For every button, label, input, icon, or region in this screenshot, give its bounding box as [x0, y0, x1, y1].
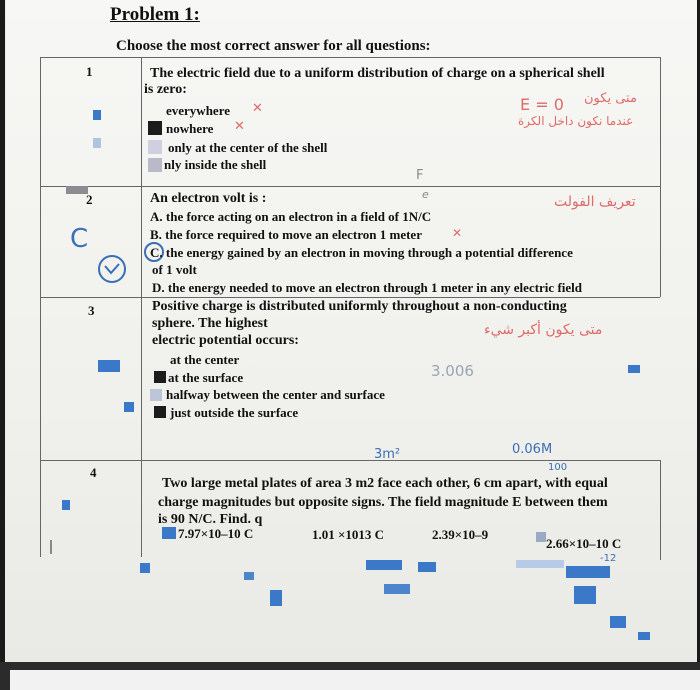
- cross-mark-icon: ✕: [252, 101, 263, 116]
- option-b[interactable]: nowhere: [166, 121, 214, 136]
- option-c[interactable]: C. the energy gained by an electron in moving through a potential difference: [150, 245, 573, 260]
- pixelated-mark: [66, 186, 88, 194]
- table-left-border: [40, 57, 41, 557]
- pixelated-mark: [516, 560, 564, 568]
- table-right-border-lower: [660, 460, 661, 560]
- handwritten-note: C: [70, 224, 89, 254]
- question-text: is zero:: [144, 82, 187, 97]
- answer-mark-blot: [148, 140, 162, 154]
- handwritten-note: عندما نكون داخل الكرة: [518, 114, 634, 128]
- table-right-border: [660, 57, 661, 297]
- option-c[interactable]: 2.39×10–9: [432, 527, 489, 542]
- question-text: charge magnitudes but opposite signs. The field magnitude E between them: [158, 495, 608, 510]
- pixelated-mark: [98, 360, 120, 372]
- handwritten-note: 3.006: [431, 362, 474, 380]
- question-text: sphere. The highest: [152, 316, 268, 331]
- handwritten-note: 3m²: [374, 447, 401, 462]
- handwritten-note: تعريف الفولت: [554, 194, 636, 210]
- cross-mark-icon: ✕: [452, 226, 463, 240]
- option-a[interactable]: A. the force acting on an electron in a field of 1N/C: [150, 209, 432, 224]
- answer-mark-blot: [536, 532, 546, 542]
- question-number: 2: [86, 192, 93, 207]
- pixelated-mark: [124, 402, 134, 412]
- option-d[interactable]: just outside the surface: [170, 405, 299, 420]
- option-a[interactable]: at the center: [170, 352, 240, 367]
- option-c[interactable]: only at the center of the shell: [168, 140, 328, 155]
- option-b[interactable]: 1.01 ×1013 C: [312, 527, 385, 542]
- pixelated-mark: [384, 584, 410, 594]
- pixelated-mark: [628, 365, 640, 373]
- answer-mark-blot: [154, 406, 166, 418]
- option-d[interactable]: nly inside the shell: [164, 157, 267, 172]
- handwritten-note: 0.06M: [512, 442, 553, 457]
- table-column-divider: [141, 57, 142, 557]
- question-text: electric potential occurs:: [152, 333, 299, 348]
- question-text: Two large metal plates of area 3 m2 face each other, 6 cm apart, with equal: [162, 476, 608, 491]
- handwritten-note: 100: [548, 462, 568, 473]
- pixelated-mark: [62, 500, 70, 510]
- pixelated-mark: [140, 563, 150, 573]
- option-a[interactable]: 7.97×10–10 C: [178, 526, 254, 541]
- table-top-border: [40, 57, 660, 58]
- pixelated-mark: [418, 562, 436, 572]
- question-text: Positive charge is distributed uniformly throughout a non-conducting: [152, 299, 567, 314]
- row-divider-1: [40, 186, 660, 187]
- answer-mark-blot: [148, 158, 162, 172]
- pixelated-mark: [50, 540, 52, 554]
- option-a[interactable]: everywhere: [166, 103, 231, 118]
- answer-mark-blot: [148, 121, 162, 135]
- handwritten-note: متى يكون أكبر شيء: [484, 322, 603, 338]
- question-number: 4: [90, 465, 97, 480]
- pixelated-mark: [93, 110, 101, 120]
- pixelated-mark: [574, 586, 596, 604]
- question-text: An electron volt is :: [150, 191, 267, 206]
- handwritten-note: -12: [600, 553, 617, 564]
- handwritten-note: e: [422, 188, 429, 201]
- handwritten-note: F: [416, 168, 424, 183]
- cross-mark-icon: ✕: [234, 119, 245, 134]
- handwritten-formula: E = 0: [520, 95, 564, 114]
- problem-title: Problem 1:: [110, 4, 200, 25]
- pixelated-mark: [366, 560, 402, 570]
- circle-check-icon: [98, 255, 126, 283]
- option-d[interactable]: 2.66×10–10 C: [546, 536, 622, 551]
- option-c-continued: of 1 volt: [152, 262, 197, 277]
- option-d[interactable]: D. the energy needed to move an electron through 1 meter in any electric field: [152, 280, 582, 295]
- instructions: Choose the most correct answer for all questions:: [116, 38, 431, 54]
- exam-page: [6, 0, 698, 662]
- handwritten-note: متى يكون: [584, 91, 637, 106]
- next-sheet-edge: [10, 670, 700, 690]
- pixelated-mark: [270, 590, 282, 606]
- question-number: 3: [88, 303, 95, 318]
- question-text: The electric field due to a uniform distribution of charge on a spherical shell: [150, 66, 605, 81]
- pixelated-mark: [638, 632, 650, 640]
- answer-mark-blot: [162, 527, 176, 539]
- row-divider-3: [40, 460, 660, 461]
- answer-mark-blot: [150, 389, 162, 401]
- answer-mark-blot: [154, 371, 166, 383]
- option-b[interactable]: at the surface: [168, 370, 244, 385]
- photo-frame-left: [0, 0, 5, 690]
- pixelated-mark: [244, 572, 254, 580]
- pixelated-mark: [93, 138, 101, 148]
- question-text: is 90 N/C. Find. q: [158, 512, 263, 527]
- question-number: 1: [86, 64, 93, 79]
- pixelated-mark: [610, 616, 626, 628]
- option-b[interactable]: B. the force required to move an electron 1 meter: [150, 227, 422, 242]
- option-c[interactable]: halfway between the center and surface: [166, 387, 385, 402]
- pixelated-mark: [566, 566, 610, 578]
